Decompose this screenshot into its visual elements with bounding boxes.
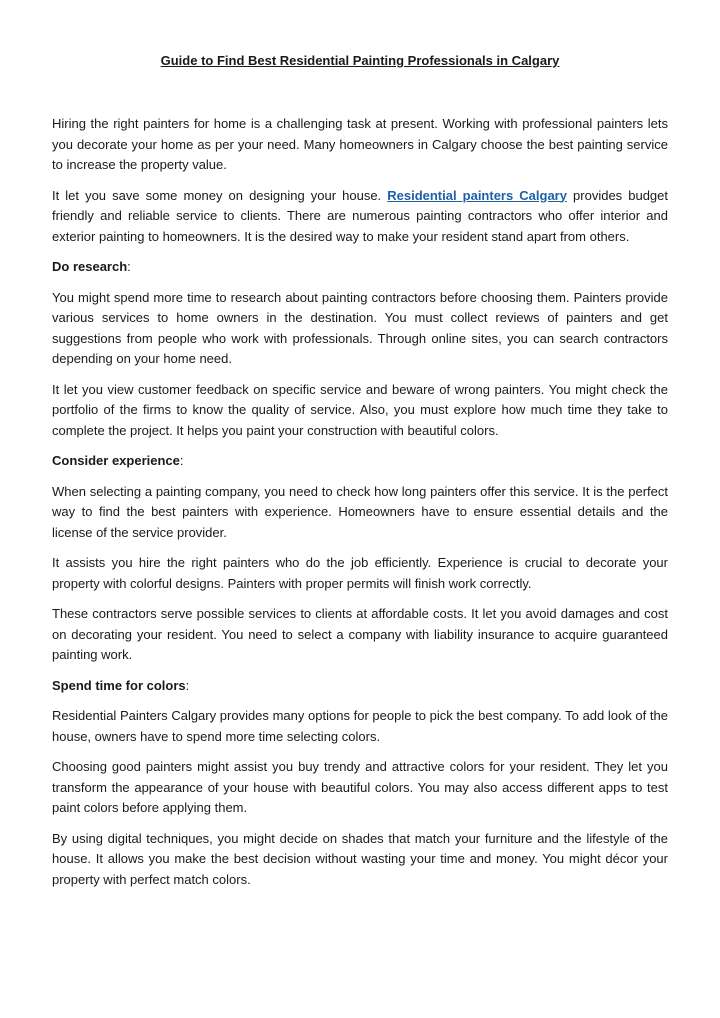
section-heading-label: Consider experience xyxy=(52,453,180,468)
body-paragraph: You might spend more time to research about painting contractors before choosing them. Painters provide various services to home owners in the destination. You must collect reviews of painters and get suggestions from people who work with professionals. Through online sites, you can search contractors depending on your home need. xyxy=(52,289,668,366)
body-paragraph: These contractors serve possible services to clients at affordable costs. It let you avoid damages and cost on decorating your resident. You need to select a company with liability insurance to acquire guaranteed painting work. xyxy=(52,606,668,662)
body-paragraph: Residential Painters Calgary provides many options for people to pick the best company. To add look of the house, owners have to spend more time selecting colors. xyxy=(52,708,668,744)
body-paragraph: It assists you hire the right painters who do the job efficiently. Experience is crucial to decorate your property with colorful designs. Painters with proper permits will finish work correctly. xyxy=(52,555,668,591)
heading-colon: : xyxy=(185,677,190,693)
body-paragraph: It let you view customer feedback on specific service and beware of wrong painters. You might check the portfolio of the firms to know the quality of service. Also, you must explore how much time they take to complete the project. It helps you paint your construction with beautiful colors. xyxy=(52,381,668,438)
section-heading-label: Spend time for colors xyxy=(52,677,186,693)
body-paragraph: Choosing good painters might assist you buy trendy and attractive colors for your resident. They let you transform the appearance of your house with beautiful colors. You may also access different apps to test paint colors before applying them. xyxy=(52,759,668,815)
section-heading-label: Do research xyxy=(52,259,128,274)
intro-paragraph-2 xyxy=(52,186,668,248)
intro-text-after-link: provides budget friendly and reliable service to clients. There are numerous painting contractors who offer interior and exterior painting to homeowners. It is the desired way to make your resident stand apart from others. xyxy=(52,187,669,244)
heading-colon: : xyxy=(179,453,184,468)
section-heading-spend-time-for-colors xyxy=(52,676,668,697)
residential-painters-link[interactable]: Residential painters Calgary xyxy=(387,187,567,203)
section-heading-do-research xyxy=(52,257,668,278)
heading-colon: : xyxy=(127,259,131,274)
intro-text-before-link: It let you save some money on designing your house. xyxy=(52,187,388,203)
document-title: Guide to Find Best Residential Painting Professionals in Calgary xyxy=(160,53,560,68)
section-heading-consider-experience xyxy=(52,451,668,472)
intro-paragraph-1: Hiring the right painters for home is a challenging task at present. Working with professional painters lets you decorate your home as per your need. Many homeowners in Calgary choose the best painting service to increase the property value. xyxy=(52,116,668,172)
body-paragraph: When selecting a painting company, you need to check how long painters offer this service. It is the perfect way to find the best painters with experience. Homeowners have to ensure essential details and the license of the service provider. xyxy=(52,483,668,540)
body-paragraph: By using digital techniques, you might decide on shades that match your furniture and the lifestyle of the house. It allows you make the best decision without wasting your time and money. You might décor your property with perfect match colors. xyxy=(52,830,668,887)
